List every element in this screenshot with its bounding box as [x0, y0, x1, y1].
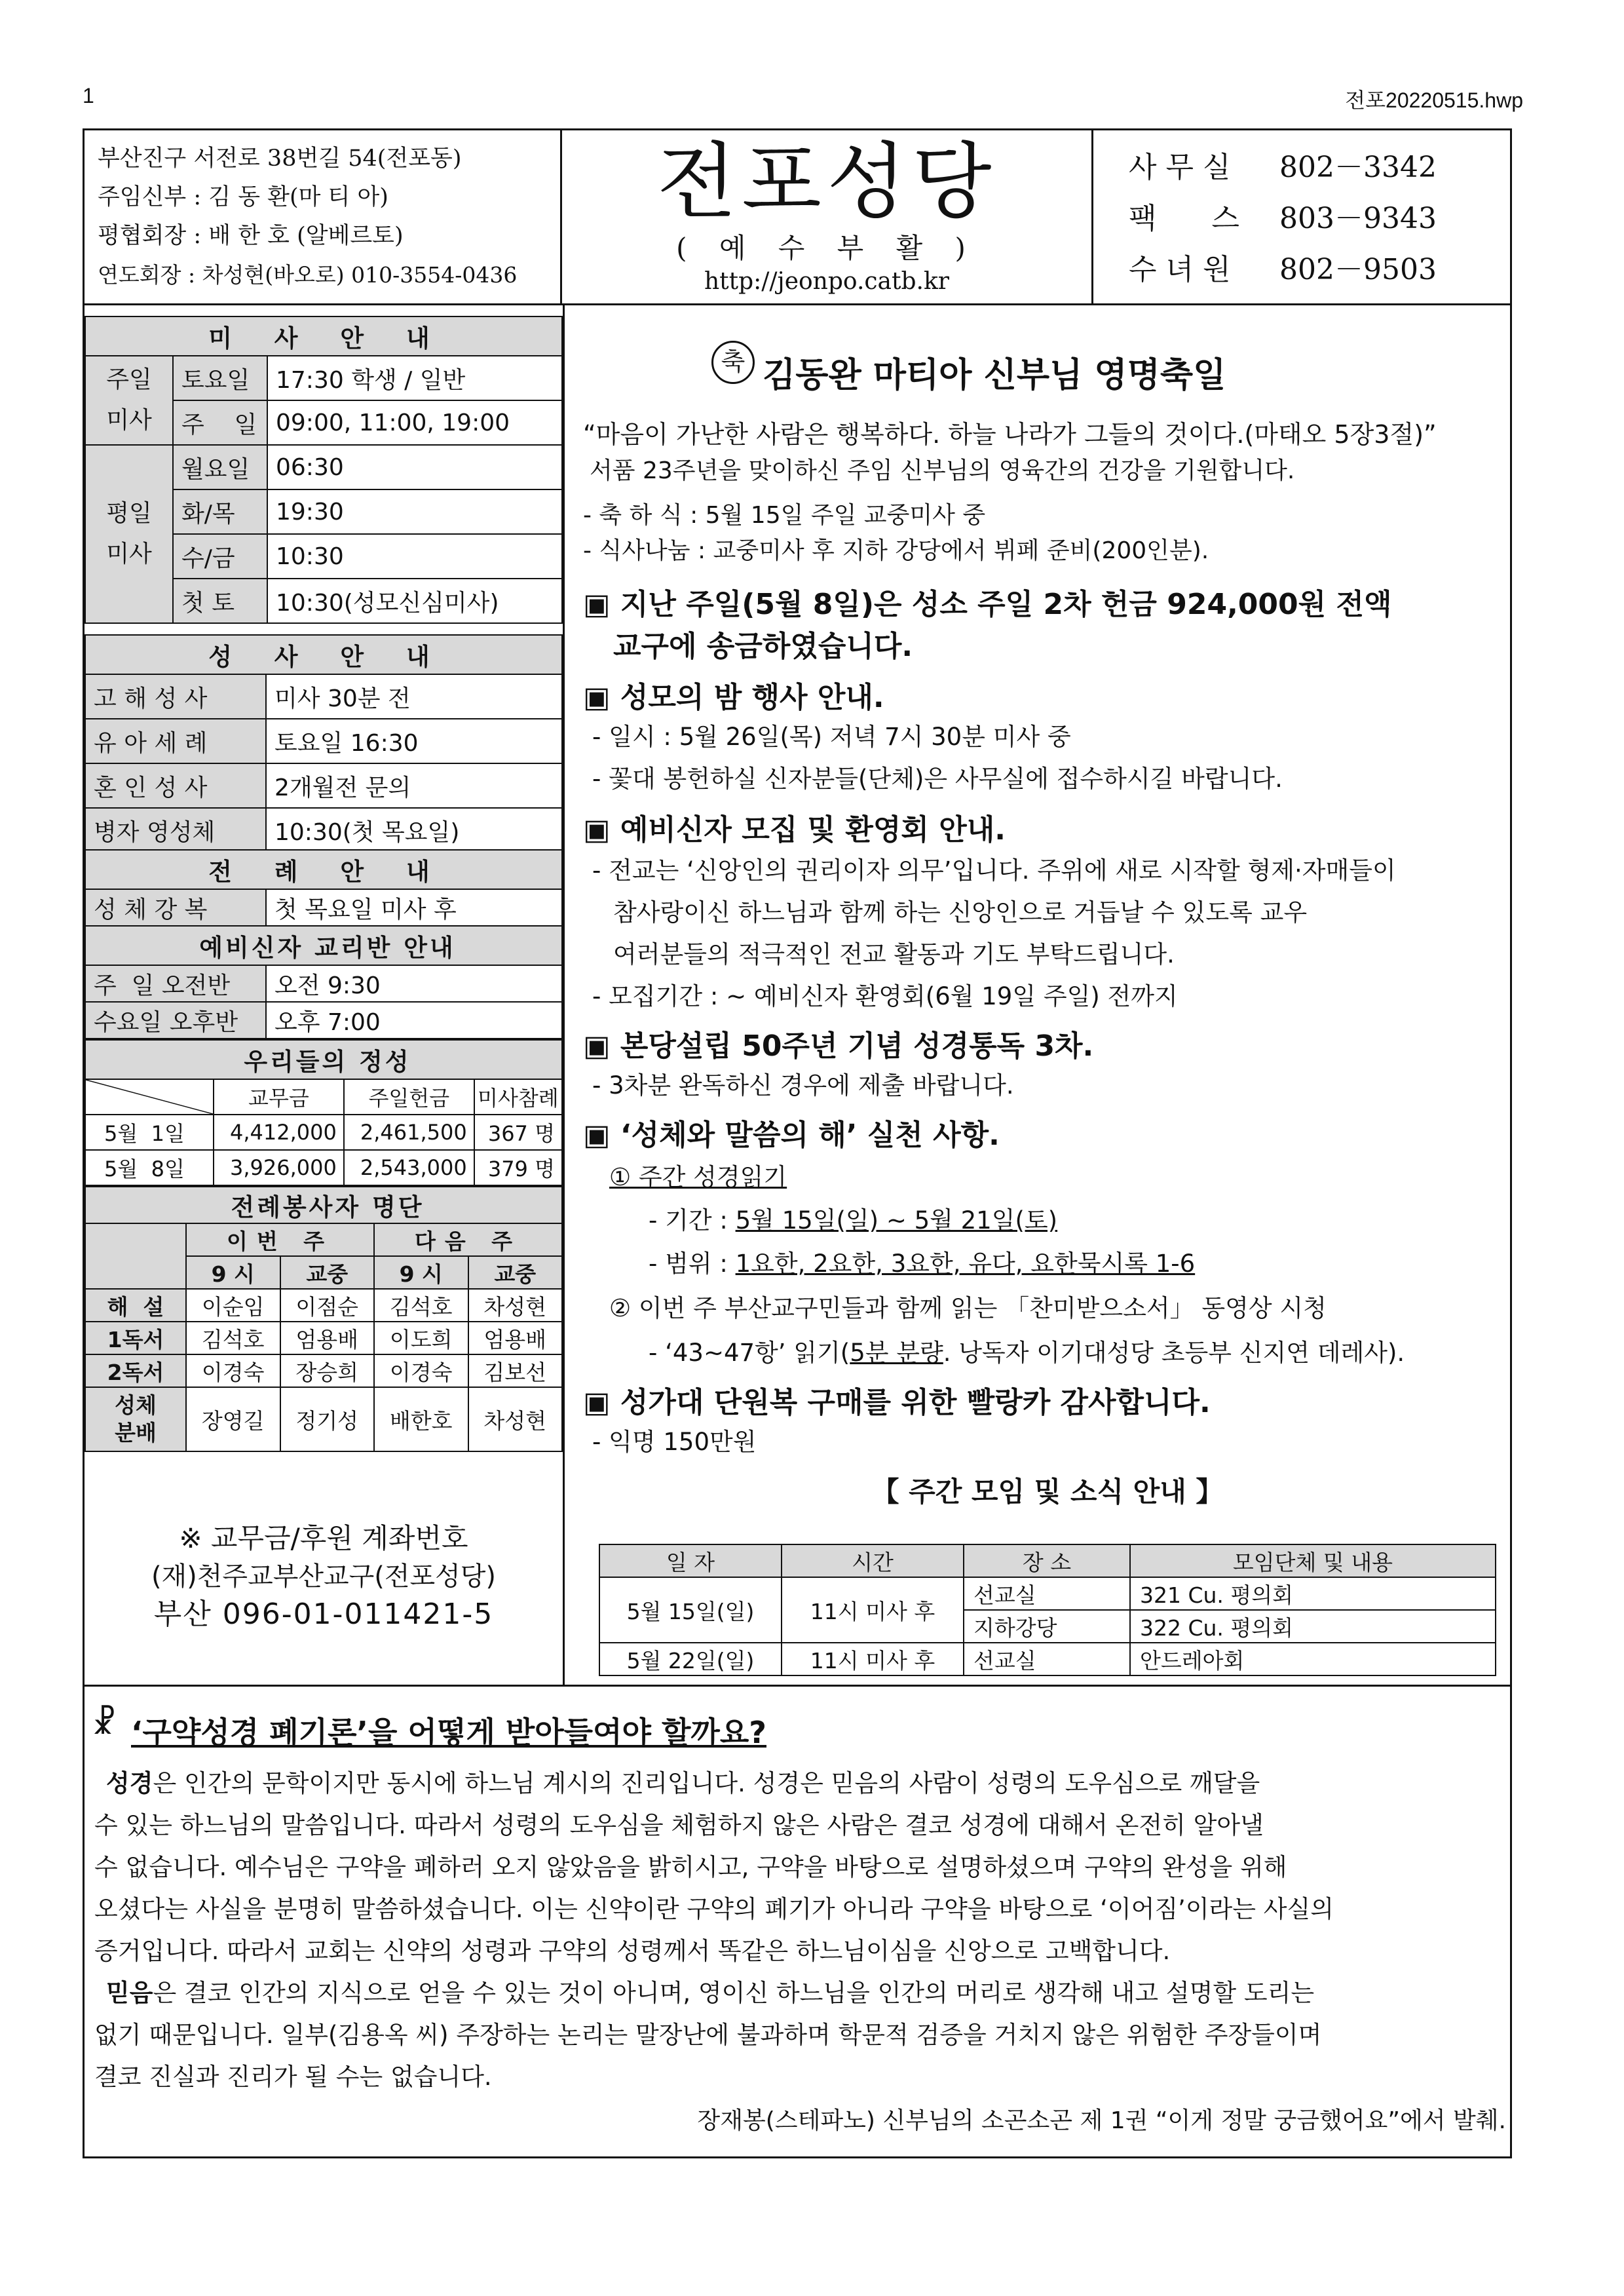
article-line: 없기 때문입니다. 일부(김용옥 씨) 주장하는 논리는 말장난에 불과하며 학문적 검증을 거치지 않은 위험한 주장들이며 [94, 2021, 1322, 2049]
article-line: 결코 진실과 진리가 될 수는 없습니다. [94, 2063, 492, 2091]
sacrament-name: 고 해 성 사 [85, 674, 266, 719]
notice-weekly-reading: ① 주간 성경읽기 [609, 1163, 787, 1191]
this-week-header: 이번 주 [186, 1223, 374, 1256]
server-col: 교중 [280, 1256, 375, 1289]
parish-url[interactable]: http://jeonpo.catb.kr [704, 268, 949, 295]
laudato-reading: - ‘43~47항’ 읽기(5분 분량. 낭독자 이기대성당 초등부 신지연 데레사). [649, 1339, 1405, 1367]
article-line: 성경은 인간의 문학이지만 동시에 하느님 계시의 진리입니다. 성경은 믿음의 사람이 성령의 도우심으로 깨달을 [106, 1769, 1260, 1797]
server-corner [85, 1223, 186, 1289]
catechism-title: 예비신자 교리반 안내 [85, 926, 562, 965]
parish-info [83, 128, 562, 305]
server-col: 교중 [468, 1256, 563, 1289]
notice-bible-reading: ▣ 본당설립 50주년 기념 성경통독 3차. [583, 1029, 1094, 1063]
notice-item: - 꽃대 봉헌하실 신자분들(단체)은 사무실에 접수하시길 바랍니다. [592, 765, 1283, 793]
sacrament-value: 미사 30분 전 [266, 674, 562, 719]
server-table [85, 1186, 563, 1452]
parish-title: 전포성당 [656, 134, 997, 230]
sacrament-name: 유 아 세 례 [85, 719, 266, 763]
article-title: ‘구약성경 폐기론’을 어떻게 받아들여야 할까요? [131, 1715, 766, 1750]
feast-line: 서품 23주년을 맞이하신 주임 신부님의 영육간의 건강을 기원합니다. [590, 457, 1295, 484]
contact-office: 사 무 실 802－3342 [1129, 151, 1437, 184]
notice-offering-cont: 교구에 송금하였습니다. [613, 630, 913, 663]
council-line: 평협회장 : 배 한 호 (알베르토) [98, 223, 404, 249]
schedule-table [599, 1544, 1496, 1676]
sacrament-title: 성 사 안 내 [85, 635, 562, 674]
season-subtitle: ( 예 수 부 활 ) [676, 232, 977, 264]
article-line: 수 없습니다. 예수님은 구약을 폐하러 오지 않았음을 밝히시고, 구약을 바탕으로 설명하셨으며 구약의 완성을 위해 [94, 1853, 1287, 1881]
liturgy-value: 첫 목요일 미사 후 [266, 889, 562, 926]
notice-item: - 모집기간 : ~ 예비신자 환영회(6월 19일 주일) 전까지 [592, 982, 1178, 1010]
catechism-time: 오전 9:30 [266, 965, 562, 1002]
catechism-class: 주 일 오전반 [85, 965, 266, 1002]
schedule-header: 장 소 [964, 1544, 1130, 1577]
feast-item: - 식사나눔 : 교중미사 후 지하 강당에서 뷔페 준비(200인분). [583, 537, 1209, 564]
feast-title: 김동완 마티아 신부님 영명축일 [763, 356, 1226, 395]
masthead [562, 128, 1091, 305]
notice-choir-thanks: ▣ 성가대 단원복 구매를 위한 빨랑카 감사합니다. [583, 1386, 1211, 1419]
mass-day: 수/금 [173, 534, 267, 579]
server-row: 2독서 이경숙 장승희 이경숙 김보선 [85, 1354, 562, 1387]
prayer-group-line: 연도회장 : 차성현(바오로) 010-3554-0436 [98, 262, 518, 288]
notice-item: - 전교는 ‘신앙인의 권리이자 의무’입니다. 주위에 새로 시작할 형제·자매들이 [592, 856, 1396, 885]
sacrament-value: 토요일 16:30 [266, 719, 562, 763]
mass-time: 17:30 학생 / 일반 [267, 356, 562, 400]
article-line: 오셨다는 사실을 분명히 말씀하셨습니다. 이는 신약이란 구약의 폐기가 아니라 구약을 바탕으로 ‘이어짐’이라는 사실의 [94, 1895, 1334, 1923]
account-title: ※ 교무금/후원 계좌번호 [179, 1522, 468, 1554]
notice-eucharist-year: ▣ ‘성체와 말씀의 해’ 실천 사항. [583, 1119, 1000, 1152]
offering-corner [85, 1079, 214, 1115]
offering-header: 교무금 [214, 1079, 344, 1115]
offering-title: 우리들의 정성 [85, 1040, 562, 1079]
schedule-row: 지하강당 322 Cu. 평의회 [599, 1610, 1496, 1643]
liturgy-name: 성 체 강 복 [85, 889, 266, 926]
liturgy-title: 전 례 안 내 [85, 850, 562, 889]
article-line: 수 있는 하느님의 말씀입니다. 따라서 성령의 도우심을 체험하지 않은 사람은 결코 성경에 대해서 온전히 알아낼 [94, 1811, 1264, 1839]
catechism-class: 수요일 오후반 [85, 1002, 266, 1039]
offering-row: 5월 8일 3,926,000 2,543,000 379 명 [85, 1150, 562, 1185]
feast-item: - 축 하 식 : 5월 15일 주일 교중미사 중 [583, 502, 986, 529]
mass-time: 19:30 [267, 489, 562, 534]
notice-item: - 3차분 완독하신 경우에 제출 바랍니다. [592, 1071, 1014, 1100]
pastor-line: 주임신부 : 김 동 환(마 티 아) [98, 184, 388, 210]
next-week-header: 다음 주 [374, 1223, 562, 1256]
sacrament-value: 2개월전 문의 [266, 763, 562, 808]
schedule-header: 일 자 [599, 1544, 782, 1577]
file-name: 전포20220515.hwp [1345, 88, 1523, 112]
reading-range: - 범위 : 1요한, 2요한, 3요한, 유다, 요한묵시록 1-6 [649, 1250, 1196, 1278]
mass-time: 09:00, 11:00, 19:00 [267, 400, 562, 445]
article-paragraph-1 [94, 1763, 1503, 2098]
contact-box [1091, 128, 1512, 305]
address-line: 부산진구 서전로 38번길 54(전포동) [98, 145, 462, 172]
mass-day: 화/목 [173, 489, 267, 534]
article-source: 장재봉(스테파노) 신부님의 소곤소곤 제 1권 “이게 정말 궁금했어요”에서 발췌. [697, 2107, 1506, 2134]
schedule-title: 【 주간 모임 및 소식 안내 】 [871, 1476, 1224, 1508]
liturgy-table [85, 849, 563, 927]
server-col: 9 시 [186, 1256, 280, 1289]
weekday-mass-label: 평일 미사 [85, 445, 173, 623]
schedule-row: 5월 15일(일) 11시 미사 후 선교실 321 Cu. 평의회 [599, 1577, 1496, 1610]
sacrament-table [85, 634, 563, 853]
account-info [85, 1519, 563, 1634]
sacrament-name: 병자 영성체 [85, 808, 266, 852]
notice-offering: ▣ 지난 주일(5월 8일)은 성소 주일 2차 헌금 924,000원 전액 [583, 588, 1392, 621]
reading-period: - 기간 : 5월 15일(일) ~ 5월 21일(토) [649, 1206, 1058, 1234]
schedule-header: 모임단체 및 내용 [1130, 1544, 1496, 1577]
feast-quote: “마음이 가난한 사람은 행복하다. 하늘 나라가 그들의 것이다.(마태오 5장3절)” [583, 420, 1437, 449]
account-number: 부산 096-01-011421-5 [153, 1598, 494, 1631]
mass-day: 주 일 [173, 400, 267, 445]
mass-title: 미 사 안 내 [85, 316, 562, 356]
contact-convent: 수 녀 원 802－9503 [1129, 253, 1437, 286]
mass-time: 10:30(성모신심미사) [267, 579, 562, 623]
catechism-table [85, 925, 563, 1039]
sacrament-name: 혼 인 성 사 [85, 763, 266, 808]
celebration-badge-icon: 축 [711, 341, 755, 384]
notice-item: - 일시 : 5월 26일(목) 저녁 7시 30분 미사 중 [592, 723, 1071, 751]
mass-day: 월요일 [173, 445, 267, 489]
mass-day: 첫 토 [173, 579, 267, 623]
account-holder: (재)천주교부산교구(전포성당) [151, 1561, 497, 1592]
article-line: 증거입니다. 따라서 교회는 신약의 성령과 구약의 성령께서 똑같은 하느님이심을 신앙으로 고백합니다. [94, 1937, 1171, 1965]
offering-header: 미사참례 [474, 1079, 562, 1115]
mass-time: 10:30 [267, 534, 562, 579]
offering-row: 5월 1일 4,412,000 2,461,500 367 명 [85, 1115, 562, 1150]
left-column [83, 305, 565, 1687]
notice-item: 참사랑이신 하느님과 함께 하는 신앙인으로 거듭날 수 있도록 교우 [613, 898, 1308, 927]
notice-may-night: ▣ 성모의 밤 행사 안내. [583, 681, 884, 714]
catechism-time: 오후 7:00 [266, 1002, 562, 1039]
sunday-mass-label: 주일 미사 [85, 356, 173, 445]
mass-time: 06:30 [267, 445, 562, 489]
server-row: 1독서 김석호 엄용배 이도희 엄용배 [85, 1322, 562, 1354]
chi-rho-icon: ☧ [92, 1705, 117, 1742]
sacrament-value: 10:30(첫 목요일) [266, 808, 562, 852]
notice-item: - 익명 150만원 [592, 1428, 757, 1456]
schedule-header: 시간 [782, 1544, 964, 1577]
article-line: 믿음은 결코 인간의 지식으로 얻을 수 있는 것이 아니며, 영이신 하느님을 인간의 머리로 생각해 내고 설명할 도리는 [106, 1979, 1315, 2007]
server-col: 9 시 [374, 1256, 468, 1289]
mass-day: 토요일 [173, 356, 267, 400]
offering-header: 주일헌금 [344, 1079, 474, 1115]
server-title: 전례봉사자 명단 [85, 1187, 562, 1223]
mass-table [85, 316, 563, 624]
offering-table [85, 1039, 563, 1186]
notice-laudato-si: ② 이번 주 부산교구민들과 함께 읽는 「찬미받으소서」 동영상 시청 [609, 1294, 1327, 1322]
notice-catechumen: ▣ 예비신자 모집 및 환영회 안내. [583, 813, 1006, 847]
contact-fax: 팩 스 803－9343 [1129, 202, 1437, 235]
notice-item: 여러분들의 적극적인 전교 활동과 기도 부탁드립니다. [613, 940, 1175, 968]
server-row: 해 설 이순임 이점순 김석호 차성현 [85, 1289, 562, 1322]
schedule-row: 5월 22일(일) 11시 미사 후 선교실 안드레아회 [599, 1643, 1496, 1675]
server-row: 성체 분배 장영길 정기성 배한호 차성현 [85, 1387, 562, 1451]
page-number: 1 [83, 84, 94, 107]
